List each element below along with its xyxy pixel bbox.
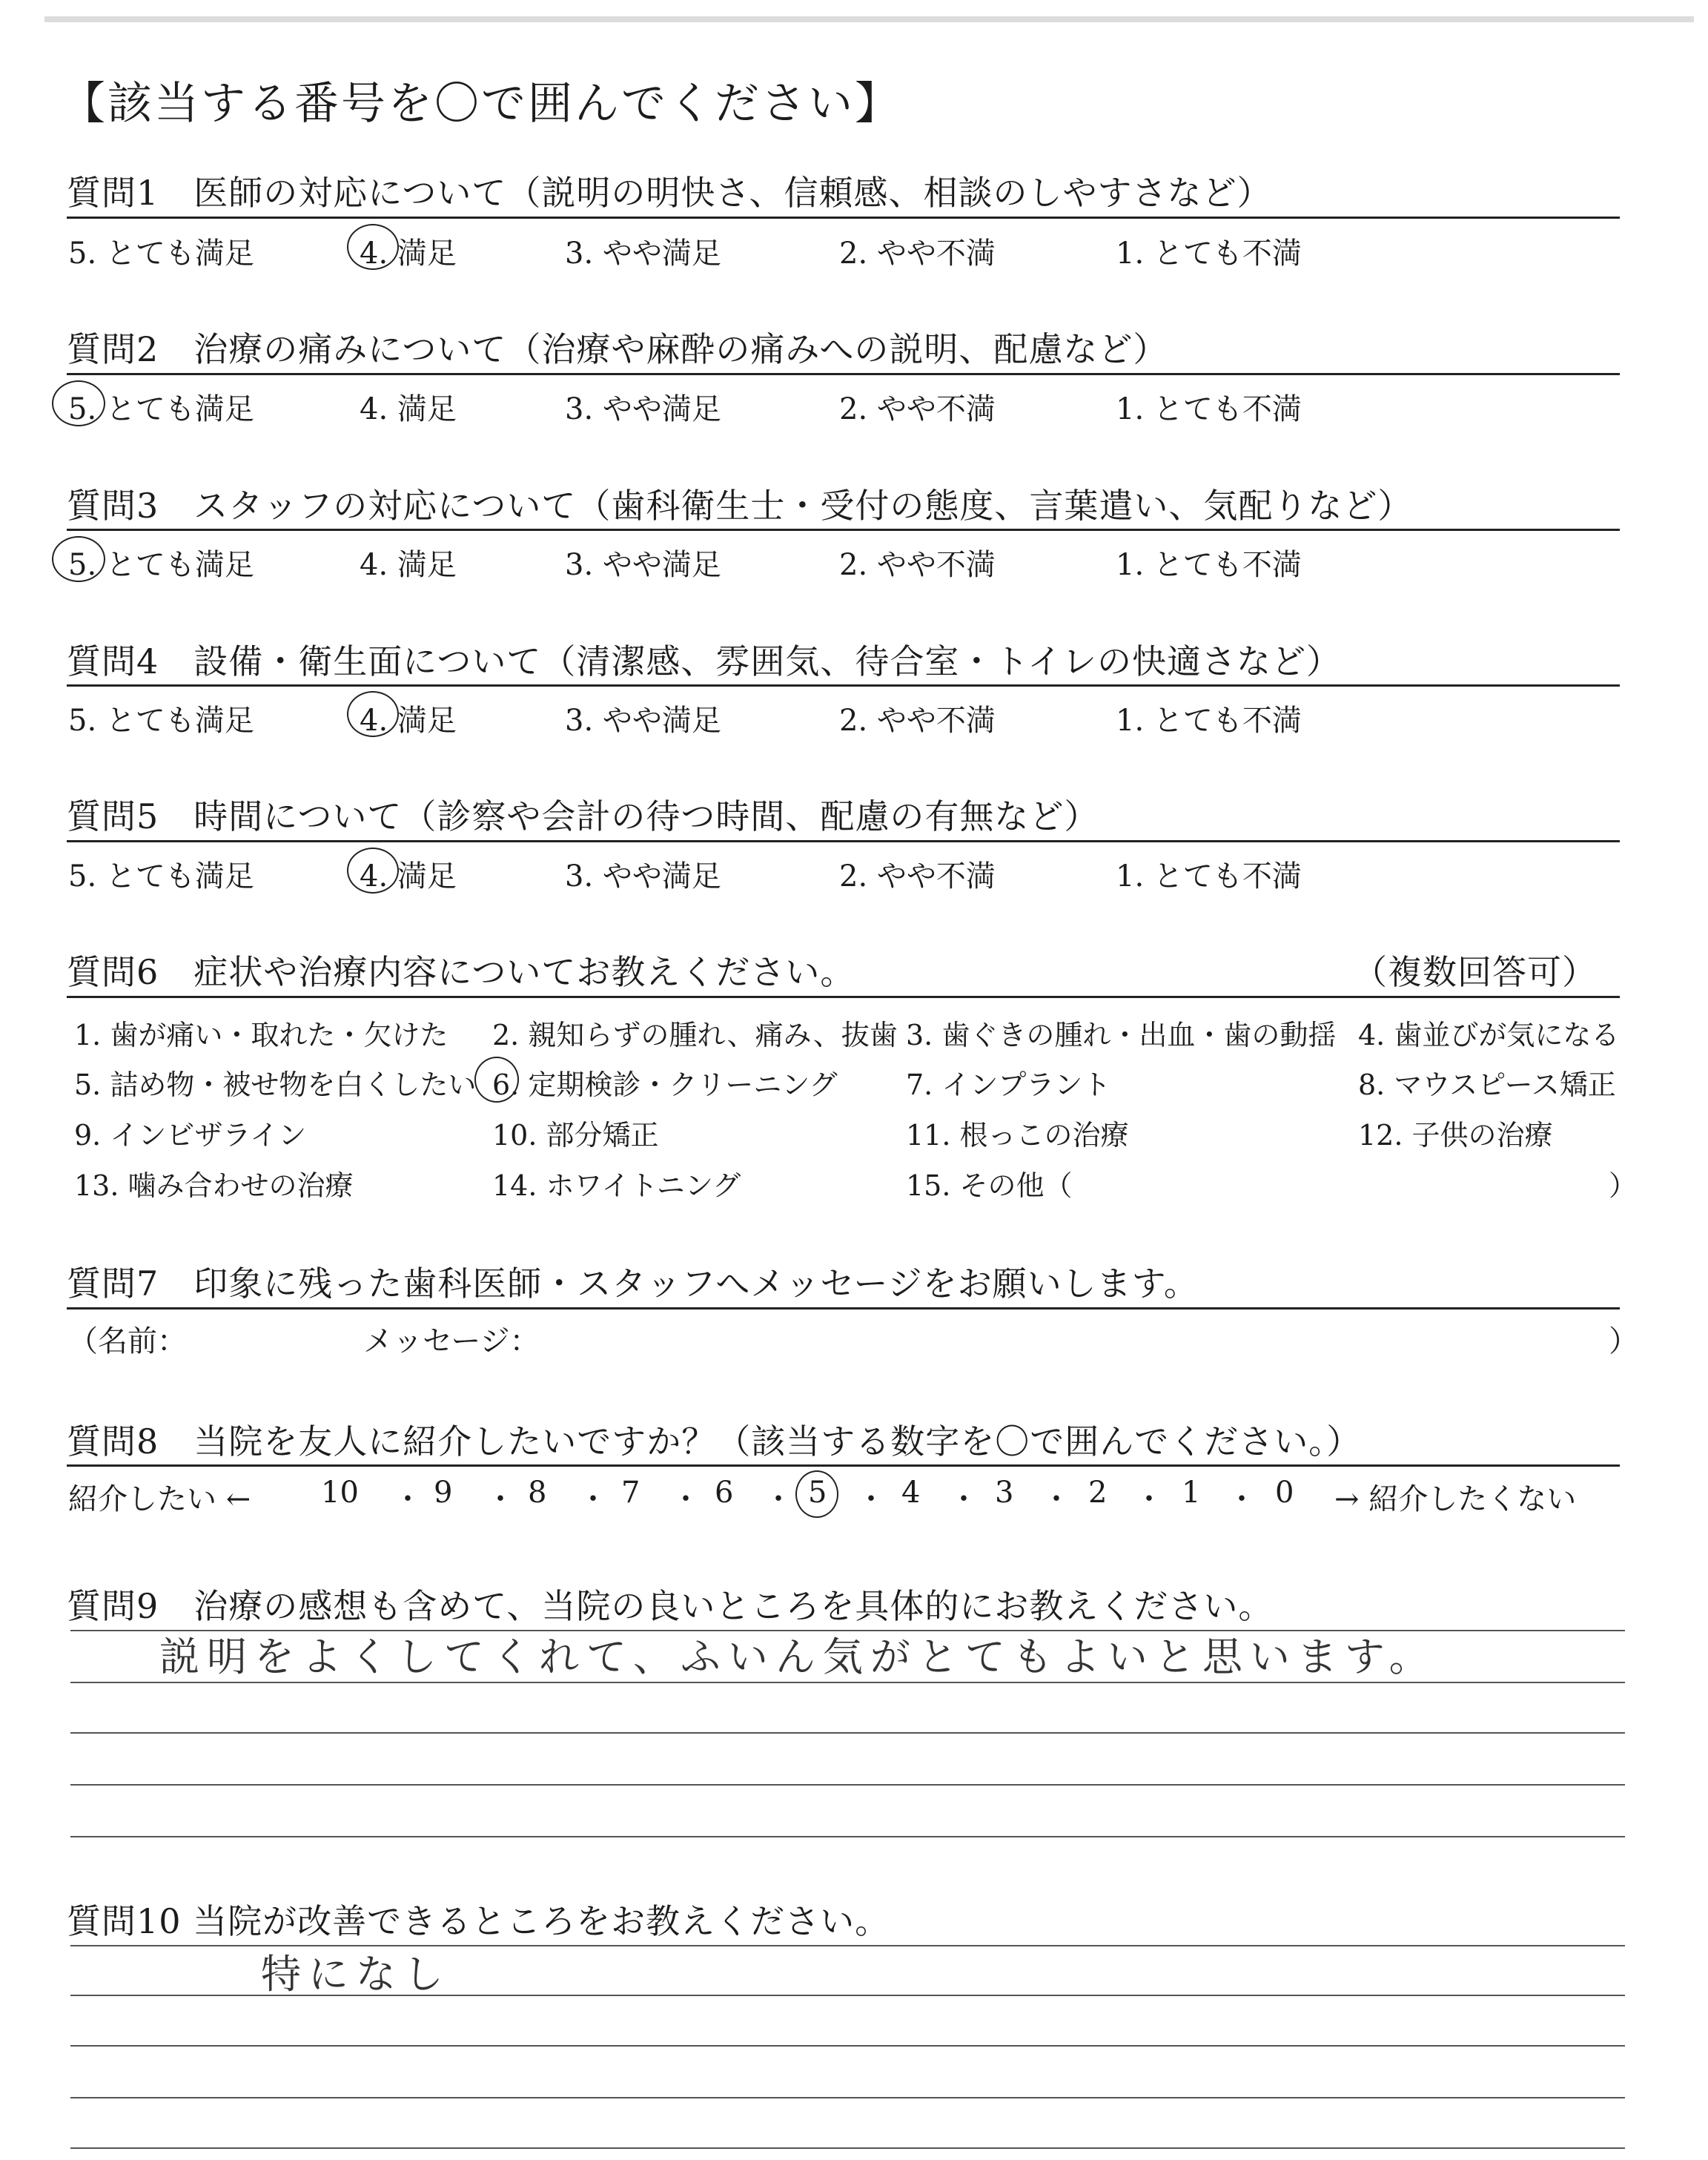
q6-item-12[interactable]: 12. 子供の治療 xyxy=(1358,1119,1553,1152)
q9-handwritten-answer[interactable]: 説明をよくしてくれて、ふいん気がとてもよいと思います。 xyxy=(159,1634,1437,1680)
q8-dot: ・ xyxy=(1227,1482,1257,1516)
q6-item-9[interactable]: 9. インビザライン xyxy=(74,1119,307,1152)
q8-dot: ・ xyxy=(949,1482,979,1516)
q8-dot: ・ xyxy=(578,1482,608,1516)
q7-name-label: （名前： xyxy=(68,1324,187,1358)
q7-name-field[interactable] xyxy=(236,1322,354,1352)
q8-dot: ・ xyxy=(1134,1482,1164,1516)
q3-title: 質問3 スタッフの対応について（歯科衛生士・受付の態度、言葉遣い、気配りなど） xyxy=(67,486,1413,526)
q6-item-1[interactable]: 1. 歯が痛い・取れた・欠けた xyxy=(74,1019,448,1051)
q6-item-15-close: ） xyxy=(1609,1169,1638,1202)
q8-scale-10[interactable]: 10 xyxy=(321,1476,359,1510)
q6-item-14[interactable]: 14. ホワイトニング xyxy=(492,1169,741,1202)
q2-option-2[interactable]: 2. やや不満 xyxy=(839,392,996,426)
q7-title: 質問7 印象に残った歯科医師・スタッフへメッセージをお願いします。 xyxy=(67,1264,1199,1304)
q8-dot: ・ xyxy=(1042,1482,1071,1516)
q6-item-8[interactable]: 8. マウスピース矯正 xyxy=(1358,1069,1616,1101)
q8-dot: ・ xyxy=(671,1482,701,1516)
q5-title: 質問5 時間について（診察や会計の待つ時間、配慮の有無など） xyxy=(67,796,1099,836)
q8-scale-7[interactable]: 7 xyxy=(621,1476,640,1510)
q10-handwritten-answer[interactable]: 特になし xyxy=(261,1951,451,1998)
q1-option-3[interactable]: 3. やや満足 xyxy=(565,237,721,271)
q3-option-4[interactable]: 4. 満足 xyxy=(360,548,457,582)
q6-item-11[interactable]: 11. 根っこの治療 xyxy=(906,1119,1129,1152)
q6-item-7[interactable]: 7. インプラント xyxy=(906,1069,1111,1101)
q9-title: 質問9 治療の感想も含めて、当院の良いところを具体的にお教えください。 xyxy=(67,1586,1274,1626)
q10-answer-line-5 xyxy=(70,2147,1625,2149)
q1-title: 質問1 医師の対応について（説明の明快さ、信頼感、相談のしやすさなど） xyxy=(67,173,1272,213)
q1-option-4[interactable]: 4. 満足 xyxy=(360,237,457,271)
q9-answer-line-3 xyxy=(70,1732,1625,1734)
q2-option-1[interactable]: 1. とても不満 xyxy=(1116,392,1302,426)
q2-option-4[interactable]: 4. 満足 xyxy=(360,392,457,426)
q5-option-5[interactable]: 5. とても満足 xyxy=(68,859,254,894)
q5-option-1[interactable]: 1. とても不満 xyxy=(1116,859,1302,894)
q8-scale-2[interactable]: 2 xyxy=(1088,1476,1108,1510)
q8-scale-8[interactable]: 8 xyxy=(528,1476,547,1510)
q8-selection-circle xyxy=(795,1470,838,1518)
q3-underline xyxy=(67,529,1620,531)
q3-option-3[interactable]: 3. やや満足 xyxy=(565,548,721,582)
q2-underline xyxy=(67,373,1620,375)
q7-close-paren: ） xyxy=(1609,1324,1638,1358)
q6-multiple-answer-note: （複数回答可） xyxy=(1353,952,1597,992)
q8-scale-4[interactable]: 4 xyxy=(901,1476,921,1510)
q8-scale-0[interactable]: 0 xyxy=(1275,1476,1294,1510)
q8-title: 質問8 当院を友人に紹介したいですか？（該当する数字を〇で囲んでください。） xyxy=(67,1421,1362,1462)
q6-item-5[interactable]: 5. 詰め物・被せ物を白くしたい xyxy=(74,1069,477,1101)
q3-option-5[interactable]: 5. とても満足 xyxy=(68,548,254,582)
q10-answer-line-3 xyxy=(70,2045,1625,2047)
q7-underline xyxy=(67,1307,1620,1309)
q2-option-3[interactable]: 3. やや満足 xyxy=(565,392,721,426)
q4-option-4[interactable]: 4. 満足 xyxy=(360,704,457,738)
q6-item-15[interactable]: 15. その他（ xyxy=(906,1169,1073,1202)
q1-underline xyxy=(67,217,1620,219)
q4-option-5[interactable]: 5. とても満足 xyxy=(68,704,254,738)
q8-scale-9[interactable]: 9 xyxy=(434,1476,453,1510)
q6-item-13[interactable]: 13. 噛み合わせの治療 xyxy=(74,1169,354,1202)
q4-option-2[interactable]: 2. やや不満 xyxy=(839,704,996,738)
q1-option-5[interactable]: 5. とても満足 xyxy=(68,237,254,271)
q5-option-2[interactable]: 2. やや不満 xyxy=(839,859,996,894)
q8-left-label: 紹介したい ← xyxy=(68,1482,251,1516)
q8-scale-1[interactable]: 1 xyxy=(1182,1476,1201,1510)
q2-selection-circle xyxy=(52,380,105,426)
q6-item-3[interactable]: 3. 歯ぐきの腫れ・出血・歯の動揺 xyxy=(906,1019,1337,1051)
q4-selection-circle xyxy=(347,691,399,737)
q6-item-6[interactable]: 6. 定期検診・クリーニング xyxy=(492,1069,838,1101)
q8-dot: ・ xyxy=(486,1482,515,1516)
form-header: 【該当する番号を〇で囲んでください】 xyxy=(61,78,901,130)
q5-option-4[interactable]: 4. 満足 xyxy=(360,859,457,894)
q8-underline xyxy=(67,1464,1620,1467)
q5-underline xyxy=(67,840,1620,842)
q2-option-5[interactable]: 5. とても満足 xyxy=(68,392,254,426)
q7-message-label: メッセージ： xyxy=(363,1324,540,1358)
q7-message-field[interactable] xyxy=(545,1322,1583,1352)
scan-top-edge xyxy=(44,16,1694,22)
q6-item-4[interactable]: 4. 歯並びが気になる xyxy=(1358,1019,1620,1051)
q6-title: 質問6 症状や治療内容についてお教えください。 xyxy=(67,952,855,992)
q3-option-2[interactable]: 2. やや不満 xyxy=(839,548,996,582)
q8-scale-5[interactable]: 5 xyxy=(808,1476,827,1510)
q6-selection-circle xyxy=(474,1057,519,1103)
q4-title: 質問4 設備・衛生面について（清潔感、雰囲気、待合室・トイレの快適さなど） xyxy=(67,641,1342,681)
q9-answer-line-4 xyxy=(70,1784,1625,1786)
q1-selection-circle xyxy=(347,224,399,270)
q8-scale-6[interactable]: 6 xyxy=(715,1476,734,1510)
q8-dot: ・ xyxy=(856,1482,886,1516)
q5-option-3[interactable]: 3. やや満足 xyxy=(565,859,721,894)
q10-title: 質問10 当院が改善できるところをお教えください。 xyxy=(67,1901,890,1941)
q9-answer-line-5 xyxy=(70,1836,1625,1837)
q6-underline xyxy=(67,996,1620,998)
q1-option-2[interactable]: 2. やや不満 xyxy=(839,237,996,271)
q3-selection-circle xyxy=(52,536,105,582)
q8-dot: ・ xyxy=(764,1482,793,1516)
q6-item-10[interactable]: 10. 部分矯正 xyxy=(492,1119,659,1152)
q4-option-1[interactable]: 1. とても不満 xyxy=(1116,704,1302,738)
q8-right-label: → 紹介したくない xyxy=(1334,1482,1577,1516)
q6-item-2[interactable]: 2. 親知らずの腫れ、痛み、抜歯 xyxy=(492,1019,898,1051)
q3-option-1[interactable]: 1. とても不満 xyxy=(1116,548,1302,582)
q1-option-1[interactable]: 1. とても不満 xyxy=(1116,237,1302,271)
q4-option-3[interactable]: 3. やや満足 xyxy=(565,704,721,738)
q5-selection-circle xyxy=(347,848,399,894)
q2-title: 質問2 治療の痛みについて（治療や麻酔の痛みへの説明、配慮など） xyxy=(67,329,1168,369)
q8-dot: ・ xyxy=(393,1482,423,1516)
q8-scale-3[interactable]: 3 xyxy=(995,1476,1014,1510)
q10-answer-line-4 xyxy=(70,2097,1625,2098)
q4-underline xyxy=(67,684,1620,687)
